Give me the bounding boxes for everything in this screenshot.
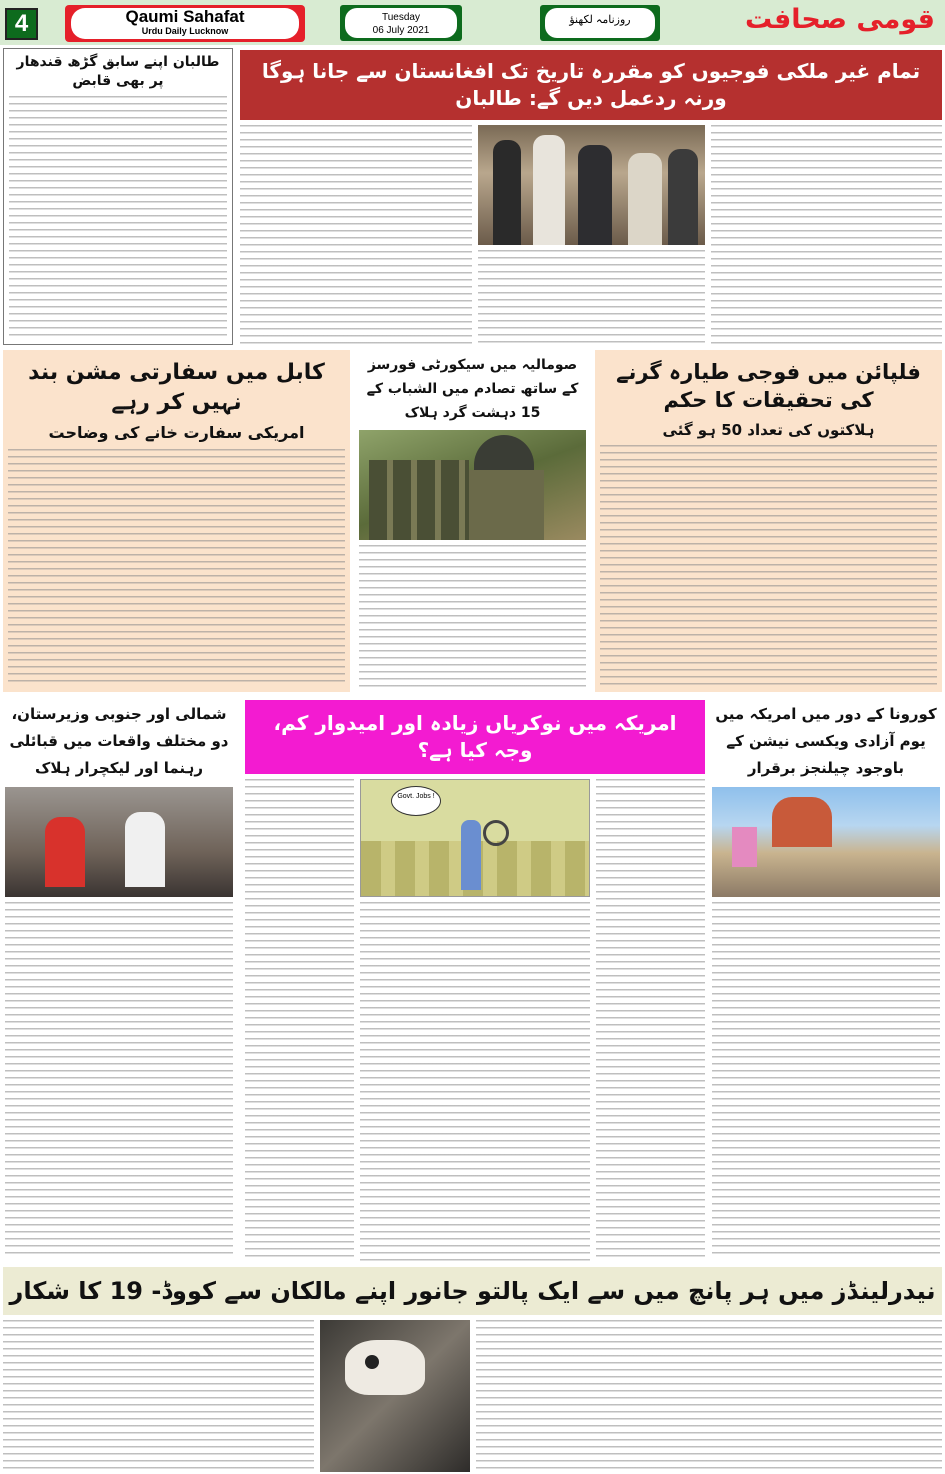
boardwalk-photo — [712, 787, 940, 897]
philippines-story — [595, 350, 942, 692]
article-body — [476, 1320, 942, 1472]
headline: کورونا کے دور میں امریکہ میں یوم آزادی ویکسی نیشن کے باوجود چیلنجز برقرار — [715, 705, 937, 777]
dog-photo — [320, 1320, 470, 1472]
headline: شمالی اور جنوبی وزیرستان، دو مختلف واقعات میں قبائلی رہنما اور لیکچرار ہلاک — [9, 705, 229, 777]
lead-headline: تمام غیر ملکی فوجیوں کو مقررہ تاریخ تک افغانستان سے جانا ہوگا ورنہ ردعمل دیں گے: طالبان — [261, 59, 921, 110]
article-body — [5, 902, 233, 1258]
masthead — [0, 0, 945, 45]
subhead: امریکی سفارت خانے کی وضاحت — [48, 423, 305, 443]
us-jobs-headline: امریکہ میں نوکریاں زیادہ اور امیدوار کم، وجہ کیا ہے؟ — [273, 711, 677, 762]
headline: کابل میں سفارتی مشن بند نہیں کر رہے — [28, 360, 325, 415]
kabul-story — [3, 350, 350, 692]
page-number: 4 — [5, 8, 38, 40]
article-body — [596, 779, 705, 1262]
taliban-delegation-photo — [478, 125, 705, 245]
waziristan-story — [3, 697, 235, 1262]
article-body — [240, 125, 472, 345]
article-body — [600, 445, 937, 687]
us-independence-story — [710, 697, 942, 1262]
us-jobs-banner — [245, 700, 705, 774]
lead-story — [240, 50, 942, 345]
netherlands-banner — [3, 1267, 942, 1315]
jobs-cartoon — [360, 779, 590, 897]
date: 06 July 2021 — [372, 25, 430, 36]
urdu-small-nameplate — [540, 5, 660, 41]
headline: فلپائن میں فوجی طیارہ گرنے کی تحقیقات کا حکم — [616, 360, 921, 413]
netherlands-headline: نیدرلینڈز میں ہر پانچ میں سے ایک پالتو جانور اپنے مالکان سے کووڈ- 19 کا شکار — [9, 1277, 936, 1305]
paper-name-ur-small: روزنامہ لکھنؤ — [545, 8, 655, 38]
date-box — [340, 5, 462, 41]
article-body — [478, 250, 705, 345]
tagline: Urdu Daily Lucknow — [141, 26, 229, 36]
article-body — [245, 779, 354, 1262]
article-body — [712, 902, 940, 1258]
somalia-story — [357, 350, 588, 692]
subhead: ہلاکتوں کی تعداد 50 ہو گئی — [662, 420, 875, 439]
paper-name-en: Qaumi Sahafat — [125, 7, 245, 26]
us-jobs-story — [245, 700, 705, 1262]
english-nameplate — [65, 5, 305, 42]
day: Tuesday — [382, 12, 420, 23]
paper-name-ur: قومی صحافت — [745, 4, 935, 35]
soldiers-photo — [359, 430, 586, 540]
article-body — [711, 125, 943, 345]
article-body — [360, 902, 590, 1262]
article-body — [9, 96, 227, 338]
lead-banner — [240, 50, 942, 120]
article-body — [8, 449, 345, 687]
headline: صومالیہ میں سیکورٹی فورسز کے ساتھ تصادم میں الشباب کے 15 دہشت گرد ہلاک — [366, 357, 579, 421]
govt-jobs-sign: Govt. Jobs ! — [391, 786, 441, 816]
netherlands-story — [3, 1267, 942, 1472]
crowd-photo — [5, 787, 233, 897]
article-body — [3, 1320, 314, 1472]
article-body — [359, 545, 586, 687]
kandahar-story — [3, 48, 233, 345]
headline: طالبان اپنے سابق گڑھ قندھار پر بھی قابض — [16, 54, 220, 89]
